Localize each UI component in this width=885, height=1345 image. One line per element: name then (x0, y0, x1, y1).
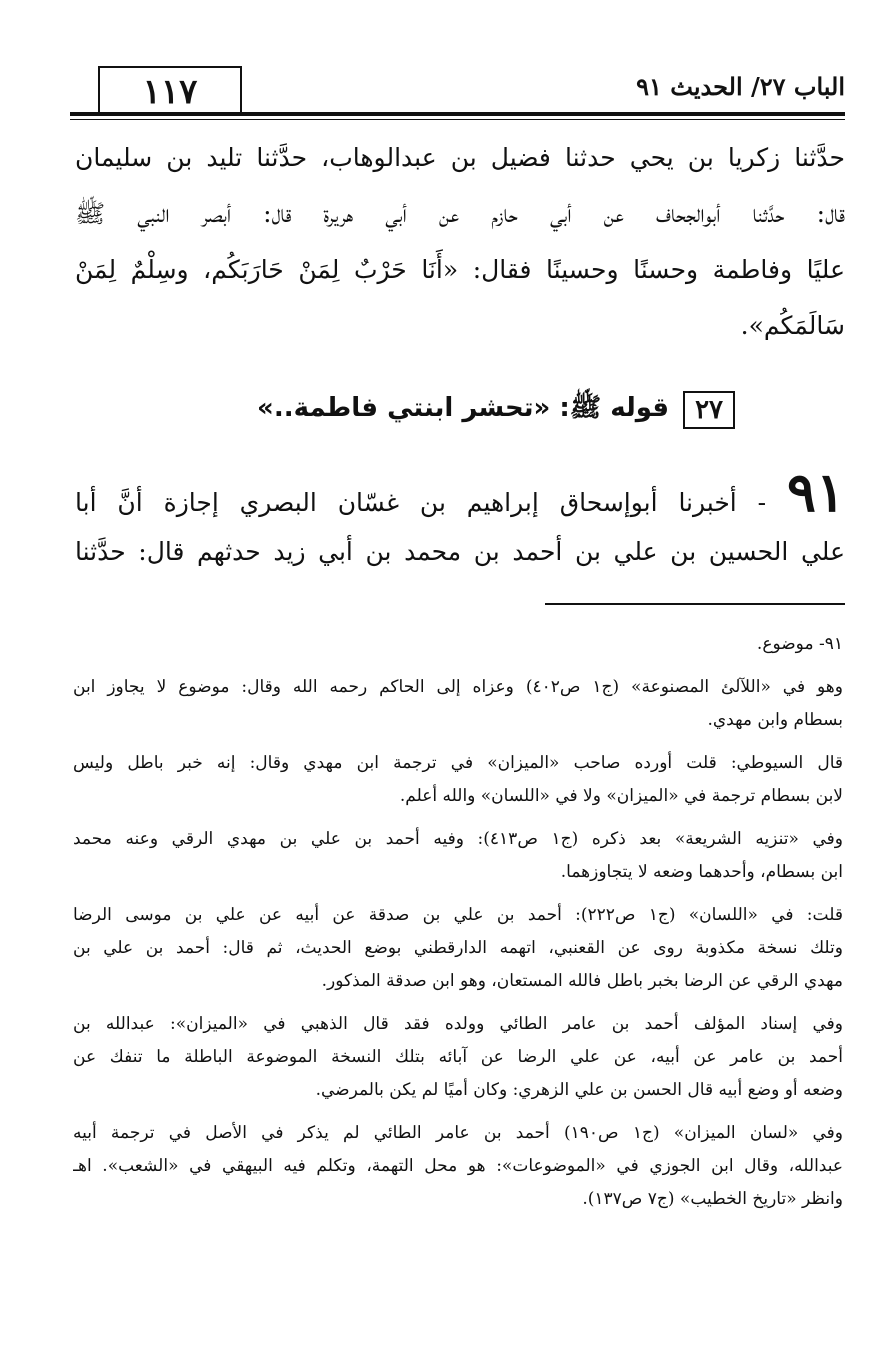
previous-hadith-text (75, 130, 845, 354)
footnote-line: بسطام وابن مهدي. (707, 710, 843, 730)
footnote-line: وفي «لسان الميزان» (ج١ ص١٩٠) أحمد بن عامر الطائي لم يذكر في الأصل في ترجمة أبيه (73, 1123, 843, 1143)
footnotes (73, 628, 843, 1226)
footnote-line: وتلك نسخة مكذوبة روى عن القعنبي، اتهمه الدارقطني بوضع الحديث، ثم قال: أحمد بن علي بن (73, 938, 843, 958)
hadith-line-1 (75, 460, 845, 524)
footnote-line: ابن بسطام، وأحدهما وضعه لا يتجاوزهما. (560, 862, 843, 882)
footnote-line: وفي «تنزيه الشريعة» بعد ذكره (ج١ ص٤١٣): وفيه أحمد بن علي بن مهدي الرقي وعنه محمد (73, 829, 843, 849)
footnote-paragraph (73, 747, 843, 813)
hadith-line-2: علي الحسين بن علي بن أحمد بن محمد بن أبي زيد حدثهم قال: حدَّثنا (75, 537, 845, 566)
chapter-title: قوله ﷺ: «تحشر ابنتي فاطمة..» (257, 393, 670, 423)
footnote-line: أحمد بن عامر عن أبيه، عن علي الرضا عن آبائه بتلك النسخة الموضوعة الباطلة ما تنفك عن (73, 1047, 843, 1067)
footnote-line: وانظر «تاريخ الخطيب» (ج٧ ص١٣٧). (582, 1189, 843, 1209)
footnote-line: وهو في «اللآلئ المصنوعة» (ج١ ص٤٠٢) وعزاه إلى الحاكم رحمه الله وقال: موضوع لا يجاوز ابن (73, 677, 843, 697)
footnote-paragraph (73, 823, 843, 889)
page-number: ١١٧ (98, 66, 242, 116)
text-line: قال: حدَّثنا أبوالجحاف عن أبي حازم عن أبي هريرة قال: أبصر النبي ﷺ (75, 199, 845, 228)
footnote-paragraph (73, 899, 843, 998)
hadith-line-1-text: - أخبرنا أبوإسحاق إبراهيم بن غسّان البصري إجازة أنَّ أبا (75, 488, 767, 517)
footnote-line: مهدي الرقي عن الرضا بخبر باطل فالله المستعان، وهو ابن صدقة المذكور. (321, 971, 843, 991)
header-title: الباب ٢٧/ الحديث ٩١ (636, 72, 845, 101)
hadith-text (75, 460, 845, 580)
footnote-line: لابن بسطام ترجمة في «الميزان» ولا في «اللسان» والله أعلم. (399, 786, 843, 806)
header-rule (70, 112, 845, 116)
footnote-paragraph (73, 671, 843, 737)
page-header (70, 62, 845, 122)
hadith-number: ٩١ (786, 460, 845, 524)
footnote-separator (545, 603, 845, 605)
footnote-line: قال السيوطي: قلت أورده صاحب «الميزان» في ترجمة ابن مهدي وقال: إنه خبر باطل وليس (73, 753, 843, 773)
header-rule-thin (70, 119, 845, 120)
footnote-paragraph (73, 1008, 843, 1107)
footnote-line: عبدالله، وقال ابن الجوزي في «الموضوعات»: هو محل التهمة، وتكلم فيه البيهقي في «الشعب». اهـ (73, 1156, 843, 1176)
footnote-line: وضعه أو وضع أبيه قال الحسن بن علي الزهري: وكان أميًا لم يكن بالمرضي. (315, 1080, 843, 1100)
footnote-line: وفي إسناد المؤلف أحمد بن عامر الطائي وولده فقد قال الذهبي في «الميزان»: عبدالله بن (73, 1014, 843, 1034)
footnote-paragraph (73, 1117, 843, 1216)
footnote-heading: ٩١- موضوع. (756, 634, 843, 654)
text-line: عليًا وفاطمة وحسنًا وحسينًا فقال: «أَنَا حَرْبٌ لِمَنْ حَارَبَكُم، وسِلْمٌ لِمَنْ (75, 255, 845, 284)
footnote-line: قلت: في «اللسان» (ج١ ص٢٢٢): أحمد بن علي بن صدقة عن أبيه عن علي بن موسى الرضا (73, 905, 843, 925)
text-line: حدَّثنا زكريا بن يحي حدثنا فضيل بن عبدالوهاب، حدَّثنا تليد بن سليمان (75, 143, 845, 172)
chapter-number: ٢٧ (683, 391, 735, 429)
chapter-heading (257, 380, 735, 440)
text-line: سَالَمَكُم». (740, 311, 845, 340)
